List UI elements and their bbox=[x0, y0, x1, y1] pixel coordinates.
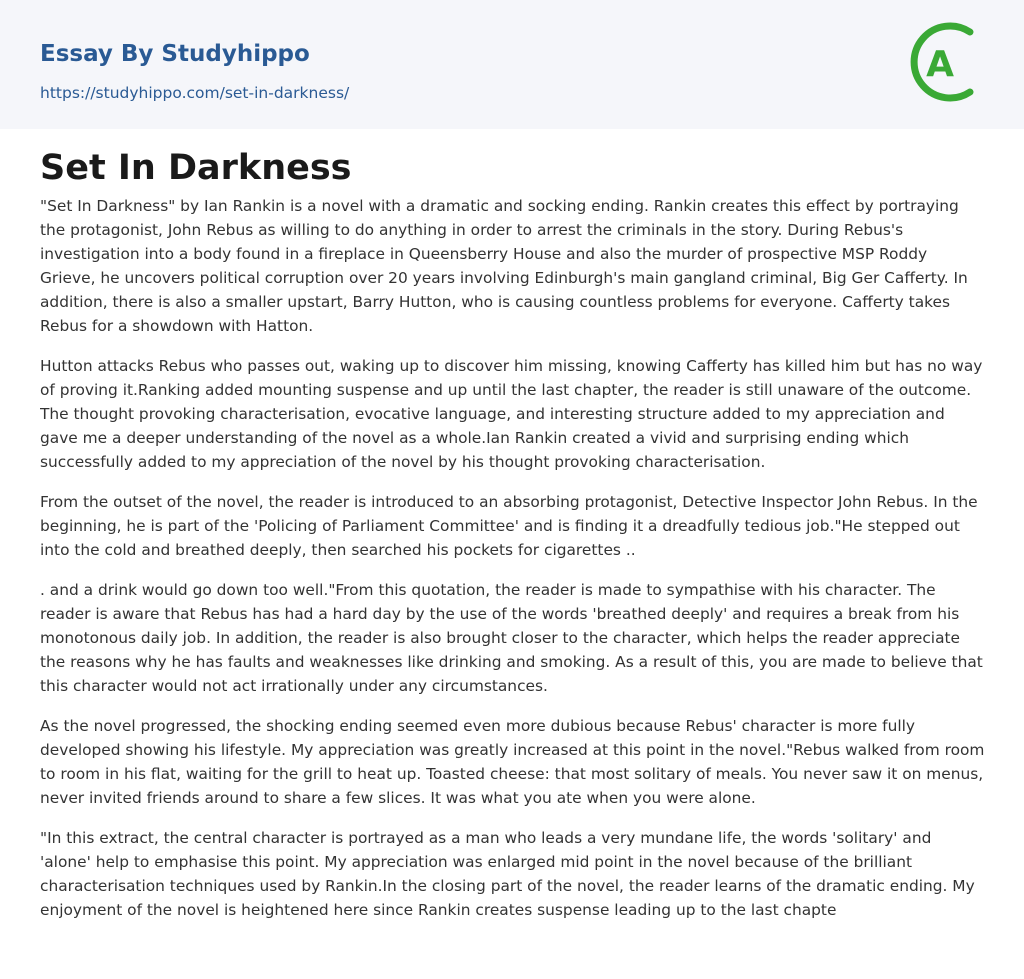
logo-letter: A bbox=[926, 44, 954, 85]
essay-paragraph: Hutton attacks Rebus who passes out, waking up to discover him missing, knowing Cafferty has killed him but has no way of proving it.Ranking added mounting suspense and up until the last chapter, the reader is still unaware of the outcome. The thought provoking characterisation, evocative language, and interesting structure added to my appreciation and gave me a deeper understanding of the novel as a whole.Ian Rankin created a vivid and surprising ending which successfully added to my appreciation of the novel by his thought provoking characterisation. bbox=[40, 357, 983, 471]
essay-paragraph: As the novel progressed, the shocking ending seemed even more dubious because Rebus' character is more fully developed showing his lifestyle. My appreciation was greatly increased at this point in the novel."Rebus walked from room to room in his flat, waiting for the grill to heat up. Toasted cheese: that most solitary of meals. You never saw it on menus, never invited friends around to share a few slices. It was what you ate when you were alone. bbox=[40, 717, 985, 807]
essay-paragraph: "Set In Darkness" by Ian Rankin is a novel with a dramatic and socking ending. Rankin creates this effect by portraying the protagonist, John Rebus as willing to do anything in order to arrest the criminals in the story. During Rebus's investigation into a body found in a fireplace in Queensberry House and also the murder of prospective MSP Roddy Grieve, he uncovers political corruption over 20 years involving Edinburgh's main gangland criminal, Big Ger Cafferty. In addition, there is also a smaller upstart, Barry Hutton, who is causing countless problems for everyone. Cafferty takes Rebus for a showdown with Hatton. bbox=[40, 197, 968, 335]
essay-paragraph: "In this extract, the central character is portrayed as a man who leads a very mundane life, the words 'solitary' and 'alone' help to emphasise this point. My appreciation was enlarged mid point in the novel because of the brilliant characterisation techniques used by Rankin.In the closing part of the novel, the reader learns of the dramatic ending. My enjoyment of the novel is heightened here since Rankin creates suspense leading up to the last chapte bbox=[40, 829, 975, 919]
essay-paragraph: . and a drink would go down too well."From this quotation, the reader is made to sympathise with his character. The reader is aware that Rebus has had a hard day by the use of the words 'breathed deeply' and requires a break from his monotonous daily job. In addition, the reader is also brought closer to the character, which helps the reader appreciate the reasons why he has faults and weaknesses like drinking and smoking. As a result of this, you are made to believe that this character would not act irrationally under any circumstances. bbox=[40, 581, 983, 695]
site-header bbox=[0, 0, 1024, 129]
site-brand[interactable]: Essay By Studyhippo bbox=[40, 41, 310, 67]
page-title: Set In Darkness bbox=[40, 148, 352, 188]
essay-paragraph: From the outset of the novel, the reader is introduced to an absorbing protagonist, Detective Inspector John Rebus. In the beginning, he is part of the 'Policing of Parliament Committee' and is finding it a dreadfully tedious job."He stepped out into the cold and breathed deeply, then searched his pockets for cigarettes .. bbox=[40, 493, 978, 559]
essay-body bbox=[40, 194, 986, 924]
studyhippo-logo-icon[interactable] bbox=[904, 18, 988, 106]
essay-url-link[interactable]: https://studyhippo.com/set-in-darkness/ bbox=[40, 84, 350, 102]
